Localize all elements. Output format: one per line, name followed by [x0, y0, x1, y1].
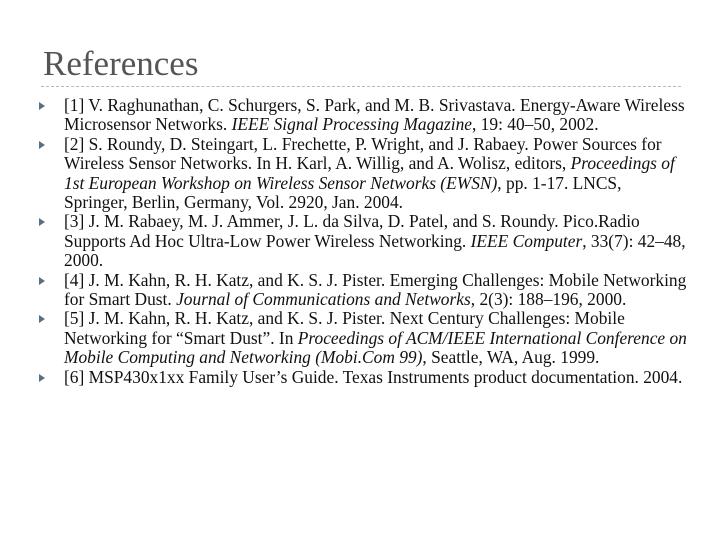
reference-item-4 [39, 271, 689, 310]
reference-text [64, 368, 689, 387]
reference-item-3 [39, 212, 689, 270]
reference-venue: IEEE Computer [470, 230, 583, 251]
reference-details: , pp. 1-17. LNCS, Springer, Berlin, Germany, Vol. 2920, Jan. 2004. [64, 172, 622, 213]
reference-authors-title: [2] S. Roundy, D. Steingart, L. Frechette, P. Wright, and J. Rabaey. Power Sources for Wireless Sensor Networks. In H. Karl, A. Willig, and A. Wolisz, editors, [64, 133, 662, 174]
reference-text [64, 96, 689, 135]
reference-item-1 [39, 96, 689, 135]
reference-details: , 2(3): 188–196, 2000. [470, 289, 627, 310]
triangle-bullet-icon [39, 277, 45, 285]
reference-venue: Proceedings of 1st European Workshop on Wireless Sensor Networks (EWSN) [64, 153, 675, 193]
reference-authors-title: [5] J. M. Kahn, R. H. Katz, and K. S. J. Pister. Next Century Challenges: Mobile Networking for “Smart Dust”. In [64, 308, 625, 348]
reference-item-5 [39, 309, 689, 367]
reference-item-2 [39, 135, 689, 213]
reference-text [64, 212, 689, 270]
reference-venue: Proceedings of ACM/IEEE International Conference on Mobile Computing and Networking (Mobi.Com 99) [64, 327, 687, 368]
triangle-bullet-icon [39, 141, 45, 149]
slide-title: References [43, 44, 199, 83]
reference-details: , Seattle, WA, Aug. 1999. [422, 347, 600, 368]
reference-text [64, 271, 689, 310]
reference-authors-title: [3] J. M. Rabaey, M. J. Ammer, J. L. da Silva, D. Patel, and S. Roundy. Pico.Radio Supports Ad Hoc Ultra-Low Power Wireless Networking. [64, 211, 640, 251]
reference-text [64, 135, 689, 213]
reference-list [39, 96, 689, 387]
title-divider [41, 86, 681, 87]
reference-venue: IEEE Signal Processing Magazine [231, 114, 472, 135]
reference-details: , 33(7): 42–48, 2000. [64, 230, 686, 271]
reference-authors-title: [6] MSP430x1xx Family User’s Guide. Texas Instruments product documentation. 2004. [64, 366, 683, 387]
triangle-bullet-icon [39, 315, 45, 323]
triangle-bullet-icon [39, 102, 45, 110]
reference-authors-title: [4] J. M. Kahn, R. H. Katz, and K. S. J. Pister. Emerging Challenges: Mobile Networking for Smart Dust. [64, 269, 687, 310]
triangle-bullet-icon [39, 374, 45, 382]
reference-details: , 19: 40–50, 2002. [471, 114, 599, 135]
reference-text [64, 309, 689, 367]
reference-authors-title: [1] V. Raghunathan, C. Schurgers, S. Park, and M. B. Srivastava. Energy-Aware Wireless Microsensor Networks. [64, 95, 685, 135]
reference-item-6 [39, 368, 689, 387]
reference-venue: Journal of Communications and Networks [176, 289, 471, 310]
triangle-bullet-icon [39, 218, 45, 226]
